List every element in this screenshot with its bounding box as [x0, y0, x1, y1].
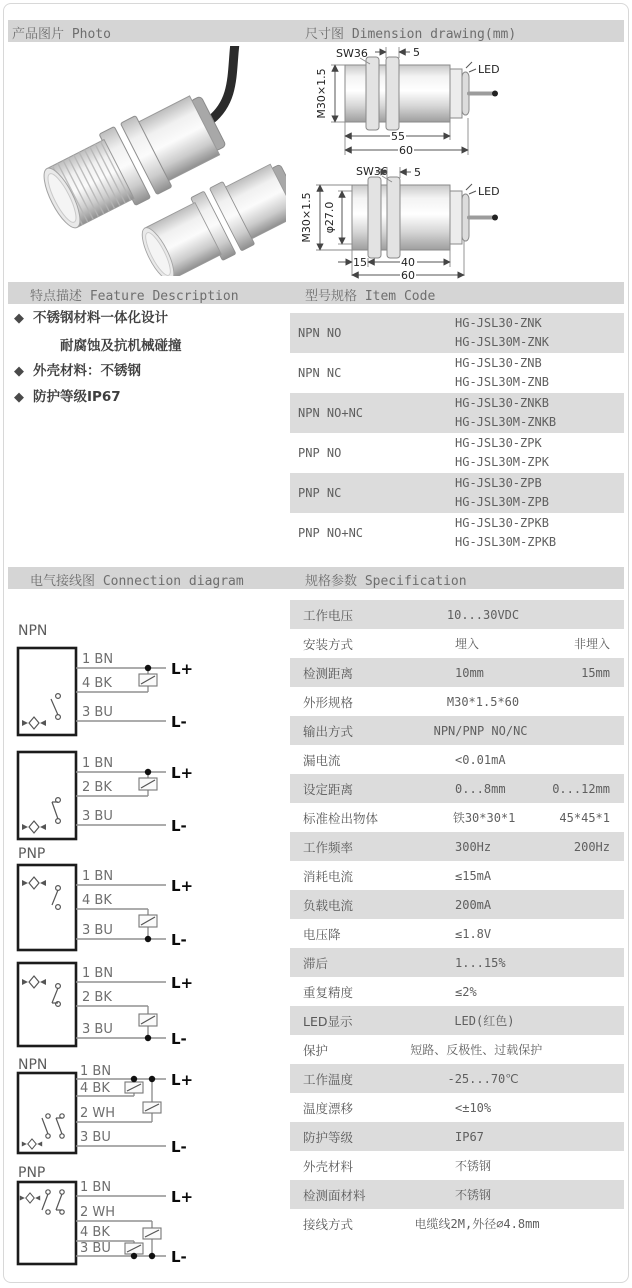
wire-label: 4 BK	[80, 1081, 110, 1096]
item-code-row	[290, 393, 624, 433]
output-type-label: NPN NO+NC	[298, 406, 364, 420]
spec-row	[290, 977, 624, 1006]
wire-label: 2 BK	[82, 990, 112, 1005]
item-code-value: HG-JSL30M-ZNB	[455, 375, 549, 389]
spec-row	[290, 1093, 624, 1122]
spec-row	[290, 774, 624, 803]
spec-label: 电压降	[303, 926, 341, 942]
junction-dot	[145, 665, 151, 671]
diamond-bullet-icon: ◆	[14, 311, 24, 326]
diagram-type-label: PNP	[18, 846, 46, 862]
feature-text: 防护等级IP67	[33, 389, 121, 405]
spec-label: 安装方式	[303, 636, 354, 652]
output-type-label: PNP NO+NC	[298, 526, 364, 540]
diagram-type-label: NPN	[18, 623, 48, 639]
supply-minus-label: L-	[171, 1138, 187, 1156]
spec-value: 电缆线2M,外径∅4.8mm	[414, 1217, 540, 1231]
junction-dot	[149, 1253, 155, 1259]
len-mid-label: 40	[401, 256, 415, 269]
spec-row	[290, 1151, 624, 1180]
spec-label: 标准检出物体	[303, 810, 379, 826]
item-codes	[455, 434, 549, 472]
spec-value: LED(红色)	[454, 1014, 515, 1028]
feature-subtext: 耐腐蚀及抗机械碰撞	[60, 338, 182, 354]
spec-row	[290, 1209, 624, 1238]
supply-minus-label: L-	[171, 1248, 187, 1266]
dimension-drawing-top	[315, 46, 500, 157]
product-photo	[10, 46, 286, 276]
item-code-row	[290, 353, 624, 393]
spec-row	[290, 803, 624, 832]
spec-label: 检测面材料	[303, 1187, 366, 1203]
feature-item	[14, 310, 286, 327]
wiring-diagram-npn-no-nc	[8, 1056, 218, 1160]
section-title-connection: 电气接线图 Connection diagram	[30, 574, 244, 589]
spec-label: 检测距离	[303, 665, 354, 681]
junction-dot	[145, 1035, 151, 1041]
spec-label: LED显示	[303, 1013, 353, 1029]
feature-item	[14, 363, 286, 380]
spec-label: 消耗电流	[303, 868, 354, 884]
feature-list	[14, 310, 286, 415]
spec-label: 漏电流	[303, 752, 341, 768]
specification-table	[290, 600, 624, 1238]
spec-row	[290, 832, 624, 861]
len-total-label-top: 60	[399, 144, 413, 157]
section-title-specification: 规格参数 Specification	[305, 574, 467, 589]
spec-value: 不锈钢	[455, 1159, 492, 1173]
item-codes	[455, 514, 556, 552]
spec-row	[290, 948, 624, 977]
supply-minus-label: L-	[171, 1030, 187, 1048]
led-rays-icon	[466, 184, 476, 194]
spec-row	[290, 745, 624, 774]
wire-label: 3 BU	[80, 1130, 111, 1145]
supply-plus-label: L+	[171, 660, 194, 678]
spec-row	[290, 1180, 624, 1209]
item-code-value: HG-JSL30M-ZPK	[455, 455, 549, 469]
item-code-value: HG-JSL30-ZNKB	[455, 396, 549, 410]
nut-width-label-top: 5	[413, 46, 420, 59]
spec-row	[290, 890, 624, 919]
spec-value: 1...15%	[455, 955, 506, 970]
wire-label: 1 BN	[82, 652, 114, 667]
diamond-bullet-icon: ◆	[14, 390, 24, 405]
spec-value: 10...30VDC	[446, 607, 520, 622]
spec-row	[290, 600, 624, 629]
supply-plus-label: L+	[171, 764, 194, 782]
output-type-label: NPN NO	[298, 326, 342, 340]
item-code-row	[290, 473, 624, 513]
len-front-label: 15	[353, 256, 367, 269]
spec-value: 0...8mm	[455, 781, 506, 796]
item-code-value: HG-JSL30-ZPKB	[455, 516, 549, 530]
spec-label: 滞后	[303, 955, 329, 971]
len-total-label-bottom: 60	[401, 269, 415, 281]
supply-plus-label: L+	[171, 1071, 194, 1089]
wire-label: 3 BU	[82, 809, 113, 824]
len-body-label: 55	[391, 130, 405, 143]
spec-label: 重复精度	[303, 984, 354, 1000]
junction-dot	[131, 1076, 137, 1082]
spec-row	[290, 1064, 624, 1093]
wiring-diagram-pnp-no-nc	[8, 1164, 218, 1274]
nut-width-label-bottom: 5	[414, 166, 421, 179]
item-code-value: HG-JSL30M-ZPB	[455, 495, 549, 509]
output-type-label: NPN NC	[298, 366, 342, 380]
spec-row	[290, 658, 624, 687]
spec-value-secondary: 非埋入	[573, 637, 610, 651]
spec-row	[290, 1122, 624, 1151]
wire-label: 4 BK	[82, 893, 112, 908]
dimension-drawing	[300, 45, 624, 281]
led-label-bottom: LED	[478, 185, 500, 198]
spec-value-secondary: 45*45*1	[559, 810, 610, 825]
supply-minus-label: L-	[171, 931, 187, 949]
diameter-label: φ27.0	[323, 201, 336, 234]
supply-plus-label: L+	[171, 877, 194, 895]
output-type-label: PNP NO	[298, 446, 342, 460]
spec-value-secondary: 0...12mm	[552, 781, 610, 796]
feature-text: 外壳材料：不锈钢	[33, 363, 141, 379]
wire-label: 2 WH	[80, 1205, 116, 1220]
spec-label: 工作温度	[303, 1071, 354, 1087]
wire-label: 1 BN	[82, 756, 114, 771]
spec-label: 工作频率	[303, 839, 354, 855]
spec-value: 200mA	[455, 897, 492, 912]
spec-row	[290, 919, 624, 948]
spec-label: 外壳材料	[303, 1158, 354, 1174]
wrench-label-bottom: SW36	[356, 165, 388, 178]
thread-label-top: M30×1.5	[315, 68, 328, 119]
spec-label: 输出方式	[303, 723, 354, 739]
spec-value: 10mm	[455, 665, 484, 680]
led-rays-icon	[466, 62, 476, 72]
spec-value: NPN/PNP NO/NC	[433, 723, 528, 738]
item-codes	[455, 354, 549, 392]
led-label-top: LED	[478, 63, 500, 76]
header-bar-middle	[8, 282, 624, 304]
item-code-value: HG-JSL30M-ZPKB	[455, 535, 557, 549]
item-code-value: HG-JSL30-ZNB	[455, 356, 542, 370]
junction-dot	[145, 936, 151, 942]
item-code-value: HG-JSL30-ZNK	[455, 316, 542, 330]
wiring-diagram-npn-nc	[8, 748, 218, 844]
thread-label-bottom: M30×1.5	[300, 192, 313, 243]
item-code-value: HG-JSL30M-ZNKB	[455, 415, 557, 429]
wire-label: 3 BU	[82, 1022, 113, 1037]
diagram-type-label: NPN	[18, 1057, 48, 1073]
spec-value: ≤1.8V	[455, 926, 492, 941]
wire-label: 1 BN	[82, 869, 114, 884]
wire-label: 3 BU	[80, 1241, 111, 1256]
supply-minus-label: L-	[171, 713, 187, 731]
wire-label: 1 BN	[82, 966, 114, 981]
wrench-label-top: SW36	[336, 47, 368, 60]
junction-dot	[131, 1253, 137, 1259]
spec-label: 防护等级	[303, 1129, 354, 1145]
supply-plus-label: L+	[171, 974, 194, 992]
wire-label: 4 BK	[82, 676, 112, 691]
wire-label: 2 BK	[82, 780, 112, 795]
spec-value: 不锈钢	[455, 1188, 492, 1202]
spec-value: 300Hz	[455, 839, 492, 854]
spec-value: ≤2%	[455, 984, 477, 999]
diagram-type-label: PNP	[18, 1165, 46, 1181]
spec-value-secondary: 15mm	[581, 665, 610, 680]
spec-value: <±10%	[455, 1100, 492, 1115]
wire-label: 1 BN	[80, 1064, 112, 1079]
spec-value: 短路、反极性、过载保护	[410, 1043, 543, 1057]
wire-label: 3 BU	[82, 705, 113, 720]
header-bar-top	[8, 20, 624, 42]
spec-row	[290, 629, 624, 658]
item-code-value: HG-JSL30-ZPB	[455, 476, 542, 490]
item-code-value: HG-JSL30-ZPK	[455, 436, 542, 450]
item-codes	[455, 314, 549, 352]
junction-dot	[145, 769, 151, 775]
supply-minus-label: L-	[171, 817, 187, 835]
spec-value-secondary: 200Hz	[573, 839, 610, 854]
spec-label: 接线方式	[303, 1216, 354, 1232]
spec-label: 外形规格	[303, 694, 354, 710]
spec-value: M30*1.5*60	[446, 694, 520, 709]
item-codes	[455, 474, 549, 512]
spec-row	[290, 1006, 624, 1035]
diamond-bullet-icon: ◆	[14, 364, 24, 379]
spec-value: 埋入	[455, 637, 480, 651]
spec-label: 设定距离	[303, 781, 354, 797]
spec-row	[290, 716, 624, 745]
spec-label: 负载电流	[303, 897, 354, 913]
wire-label: 1 BN	[80, 1180, 112, 1195]
wire-label: 4 BK	[80, 1225, 110, 1240]
header-bar-bottom	[8, 567, 624, 589]
item-codes	[455, 394, 556, 432]
feature-item	[14, 389, 286, 406]
wiring-diagram-npn-no	[8, 622, 218, 740]
feature-text: 不锈钢材料一体化设计	[33, 310, 168, 326]
wire-label: 3 BU	[82, 923, 113, 938]
wire-label: 2 WH	[80, 1106, 116, 1121]
spec-value: IP67	[455, 1129, 484, 1144]
spec-value: <0.01mA	[455, 752, 506, 767]
supply-plus-label: L+	[171, 1188, 194, 1206]
section-title-dimension: 尺寸图 Dimension drawing(mm)	[305, 27, 517, 42]
output-type-label: PNP NC	[298, 486, 342, 500]
spec-row	[290, 1035, 624, 1064]
item-code-value: HG-JSL30M-ZNK	[455, 335, 549, 349]
spec-value: ≤15mA	[455, 868, 492, 883]
spec-row	[290, 861, 624, 890]
item-code-row	[290, 313, 624, 353]
wiring-diagram-pnp-no	[8, 845, 218, 957]
item-code-row	[290, 513, 624, 553]
item-code-row	[290, 433, 624, 473]
spec-label: 保护	[303, 1042, 329, 1058]
section-title-photo: 产品图片 Photo	[12, 27, 111, 42]
junction-dot	[149, 1076, 155, 1082]
section-title-item-code: 型号规格 Item Code	[305, 289, 436, 304]
spec-value: -25...70℃	[447, 1071, 519, 1086]
wiring-diagram-pnp-nc	[8, 960, 218, 1052]
item-code-table	[290, 313, 624, 553]
spec-label: 工作电压	[303, 607, 354, 623]
dimension-drawing-bottom	[300, 165, 500, 281]
spec-value: 铁30*30*1	[452, 811, 516, 825]
spec-row	[290, 687, 624, 716]
section-title-feature: 特点描述 Feature Description	[30, 289, 239, 304]
spec-label: 温度漂移	[303, 1100, 354, 1116]
